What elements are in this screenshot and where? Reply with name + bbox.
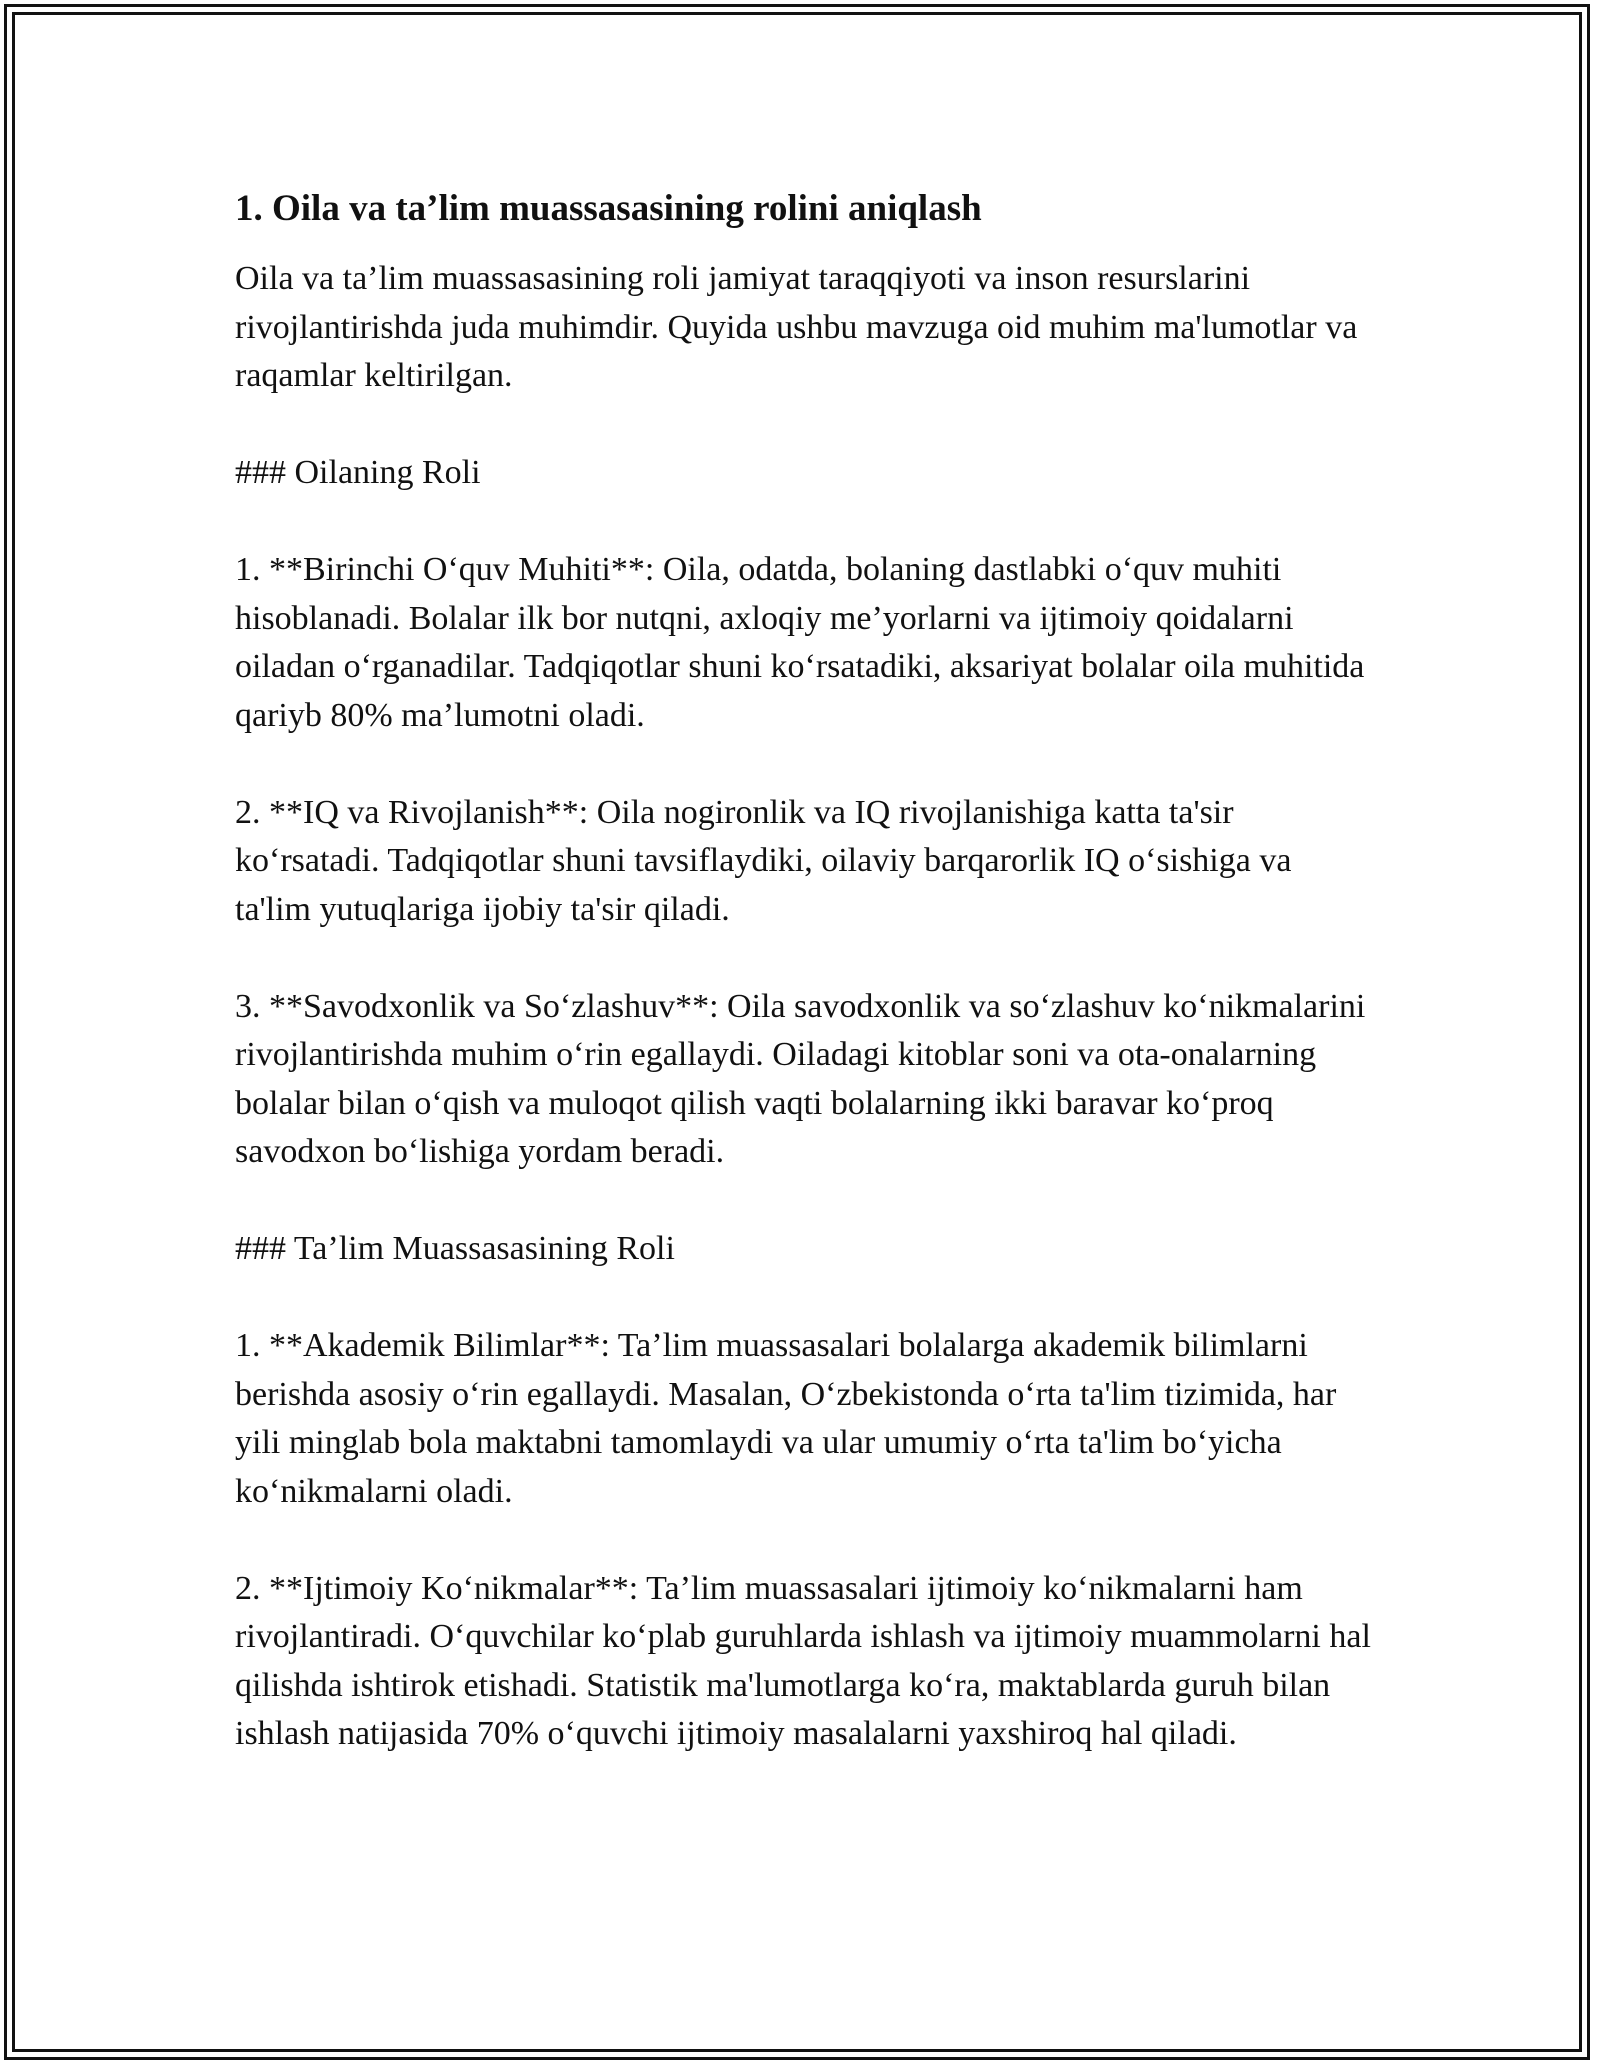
intro-paragraph: Oila va ta’lim muassasasining roli jamiyat taraqqiyoti va inson resurslarini rivojlantirishda juda muhimdir. Quyida ushbu mavzuga oid muhim ma'lumotlar va raqamlar keltirilgan. xyxy=(235,260,1358,394)
list-item: 1. **Akademik Bilimlar**: Ta’lim muassasalari bolalarga akademik bilimlarni berishda asosiy o‘rin egallaydi. Masalan, O‘zbekistonda o‘rta ta'lim tizimida, har yili minglab bola maktabni tamomlaydi va ular umumiy o‘rta ta'lim bo‘yicha ko‘nikmalarni oladi. xyxy=(235,1327,1337,1510)
list-item: 1. **Birinchi O‘quv Muhiti**: Oila, odatda, bolaning dastlabki o‘quv muhiti hisoblanadi. Bolalar ilk bor nutqni, axloqiy me’yorlarni va ijtimoiy qoidalarni oiladan o‘rganadilar. Tadqiqotlar shuni ko‘rsatadiki, aksariyat bolalar oila muhitida qariyb 80% ma’lumotni oladi. xyxy=(235,551,1365,734)
section-heading-family-role: ### Oilaning Roli xyxy=(235,454,481,491)
section-heading-education-role: ### Ta’lim Muassasasining Roli xyxy=(235,1230,675,1267)
page-title: 1. Oila va ta’lim muassasasining rolini aniqlash xyxy=(235,188,982,229)
list-item: 2. **Ijtimoiy Ko‘nikmalar**: Ta’lim muassasalari ijtimoiy ko‘nikmalarni ham rivojlantiradi. O‘quvchilar ko‘plab guruhlarda ishlash va ijtimoiy muammolarni hal qilishda ishtirok etishadi. Statistik ma'lumotlarga ko‘ra, maktablarda guruh bilan ishlash natijasida 70% o‘quvchi ijtimoiy masalalarni yaxshiroq hal qiladi. xyxy=(235,1569,1371,1752)
document-body xyxy=(235,185,1375,1759)
list-item: 3. **Savodxonlik va So‘zlashuv**: Oila savodxonlik va so‘zlashuv ko‘nikmalarini rivojlantirishda muhim o‘rin egallaydi. Oiladagi kitoblar soni va ota-onalarning bolalar bilan o‘qish va muloqot qilish vaqti bolalarning ikki baravar ko‘proq savodxon bo‘lishiga yordam beradi. xyxy=(235,987,1366,1170)
list-item: 2. **IQ va Rivojlanish**: Oila nogironlik va IQ rivojlanishiga katta ta'sir ko‘rsatadi. Tadqiqotlar shuni tavsiflaydiki, oilaviy barqarorlik IQ o‘sishiga va ta'lim yutuqlariga ijobiy ta'sir qiladi. xyxy=(235,793,1292,928)
